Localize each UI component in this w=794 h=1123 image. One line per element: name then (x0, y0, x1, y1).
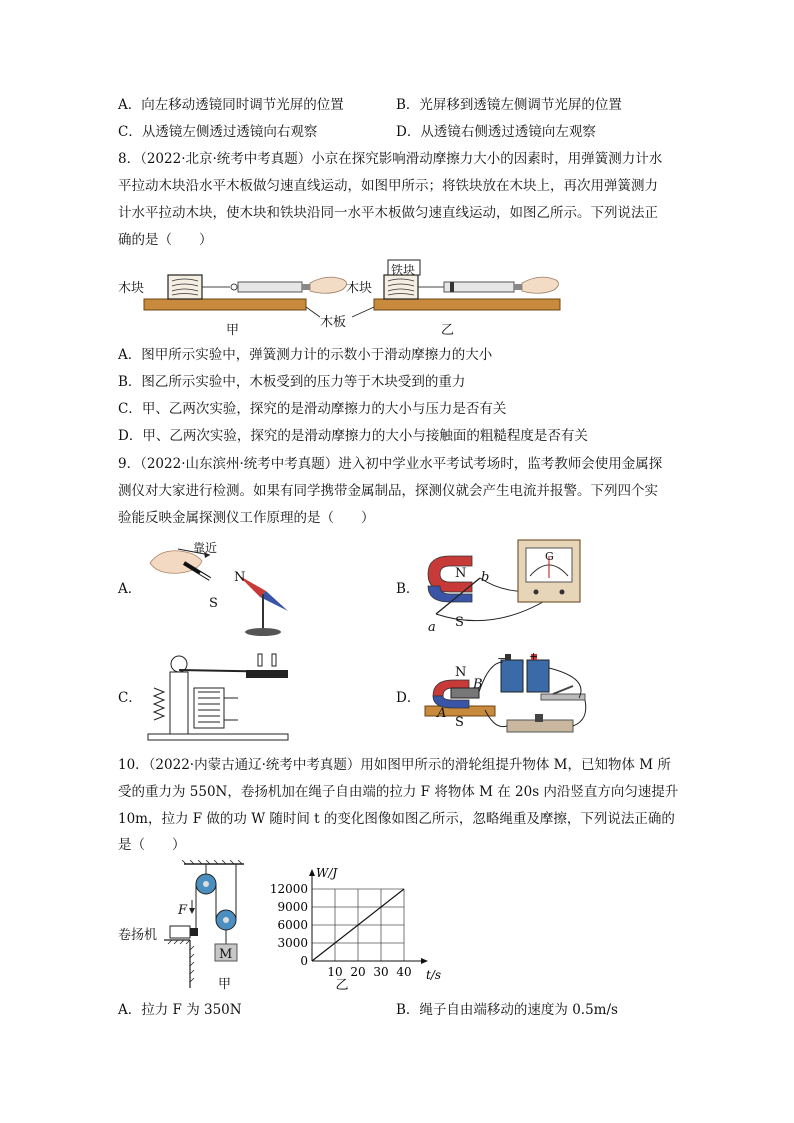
q9d-label-n: N (455, 665, 467, 680)
q9-stem-line-3: 验能反映金属探测仪工作原理的是（ ） (118, 510, 375, 526)
x-tick-label: 20 (350, 965, 366, 979)
q10-label-m: M (219, 947, 233, 962)
q8-label-jia: 甲 (226, 323, 240, 338)
q9d-label-plus: + (529, 650, 539, 663)
y-tick-label: 12000 (269, 882, 308, 896)
x-tick-label: 10 (327, 965, 343, 979)
q9b-label-n: N (455, 566, 467, 581)
q9-figure-a (148, 535, 298, 640)
q8-option-c: C．甲、乙两次实验，探究的是滑动摩擦力的大小与压力是否有关 (118, 401, 507, 417)
q9-option-b-label: B． (396, 581, 420, 597)
q9d-label-s: S (455, 715, 464, 730)
q8-option-b: B．图乙所示实验中，木板受到的压力等于木块受到的重力 (118, 374, 466, 390)
q9b-label-g: G (545, 550, 554, 563)
q8-stem-line-4: 确的是（ ） (118, 232, 213, 248)
chart-caption: 乙 (335, 978, 349, 990)
y-axis-label: W/J (316, 866, 338, 880)
q7-option-b: B．光屏移到透镜左侧调节光屏的位置 (396, 97, 622, 113)
x-tick-label: 40 (396, 965, 412, 979)
q10-label-f: F (178, 903, 188, 918)
q9-stem-line-1: 9．（2022·山东滨州·统考中考真题）进入初中学业水平考试考场时，监考教师会使用金属探 (118, 456, 663, 472)
q10-option-a: A．拉力 F 为 350N (118, 1002, 242, 1018)
q8-stem-line-3: 计水平拉动木块，使木块和铁块沿同一水平木板做匀速直线运动，如图乙所示。下列说法正 (118, 205, 658, 221)
q9-figure-d (423, 650, 593, 742)
q10-label-winch: 卷扬机 (118, 928, 158, 943)
q8-label-board: 木板 (320, 315, 347, 330)
origin-label: 0 (300, 954, 308, 968)
q8-option-a: A．图甲所示实验中，弹簧测力计的示数小于滑动摩擦力的大小 (118, 347, 493, 363)
q10-stem-line-4: 是（ ） (118, 837, 186, 853)
q9a-label-n: N (234, 570, 246, 585)
q9-option-d-label: D． (396, 690, 421, 706)
q10-stem-line-2: 受的重力为 550N，卷扬机加在绳子自由端的拉力 F 将物体 M 在 20s 内沿竖直方向匀速提升 (118, 784, 679, 800)
q9d-label-b: B (473, 677, 483, 692)
q10-caption-jia: 甲 (218, 977, 232, 992)
q10-stem-line-1: 10．（2022·内蒙古通辽·统考中考真题）用如图甲所示的滑轮组提升物体 M，已知物体 M 所 (118, 757, 671, 773)
x-tick-label: 30 (373, 965, 389, 979)
q8-friction-figure (118, 255, 578, 337)
q8-label-wood-left: 木块 (118, 281, 145, 296)
q8-stem-line-2: 平拉动木块沿水平木板做匀速直线运动，如图甲所示；将铁块放在木块上，再次用弹簧测力 (118, 178, 658, 194)
q9-stem-line-2: 测仪对大家进行检测。如果有同学携带金属制品，探测仪就会产生电流并报警。下列四个实 (118, 483, 658, 499)
q10-stem-line-3: 10m，拉力 F 做的功 W 随时间 t 的变化图像如图乙所示，忽略绳重及摩擦，下列说法正确的 (118, 811, 675, 827)
q8-option-d: D．甲、乙两次实验，探究的是滑动摩擦力的大小与接触面的粗糙程度是否有关 (118, 428, 588, 444)
q8-stem-line-1: 8．（2022·北京·统考中考真题）小京在探究影响滑动摩擦力大小的因素时，用弹簧测力计水 (118, 151, 663, 167)
q9-figure-b (418, 538, 588, 638)
q9d-label-a: A (437, 706, 447, 721)
q7-option-a: A．向左移动透镜同时调节光屏的位置 (118, 97, 344, 113)
q9b-label-b: b (481, 570, 490, 585)
y-tick-label: 9000 (277, 900, 308, 914)
q10-work-time-chart (260, 865, 460, 990)
q9a-label-approach: 靠近 (193, 541, 218, 555)
y-axis-arrow (309, 869, 315, 876)
q9-option-c-label: C． (118, 690, 142, 706)
q8-label-iron: 铁块 (391, 263, 416, 277)
q7-option-d: D．从透镜右侧透过透镜向左观察 (396, 124, 596, 140)
q9b-label-a: a (428, 620, 436, 635)
x-axis-label: t/s (426, 968, 442, 982)
q8-label-wood-right: 木块 (346, 281, 373, 296)
q9-figure-c (146, 650, 296, 742)
y-tick-label: 3000 (277, 936, 308, 950)
q10-option-b: B．绳子自由端移动的速度为 0.5m/s (396, 1002, 618, 1018)
q9-option-a-label: A． (118, 581, 142, 597)
q8-label-yi: 乙 (441, 323, 455, 338)
x-axis-arrow (421, 958, 428, 964)
q7-option-c: C．从透镜左侧透过透镜向右观察 (118, 124, 318, 140)
q9a-label-s: S (209, 596, 218, 611)
y-tick-label: 6000 (277, 918, 308, 932)
q9b-label-s: S (455, 615, 464, 630)
q9d-label-minus: − (497, 652, 507, 665)
